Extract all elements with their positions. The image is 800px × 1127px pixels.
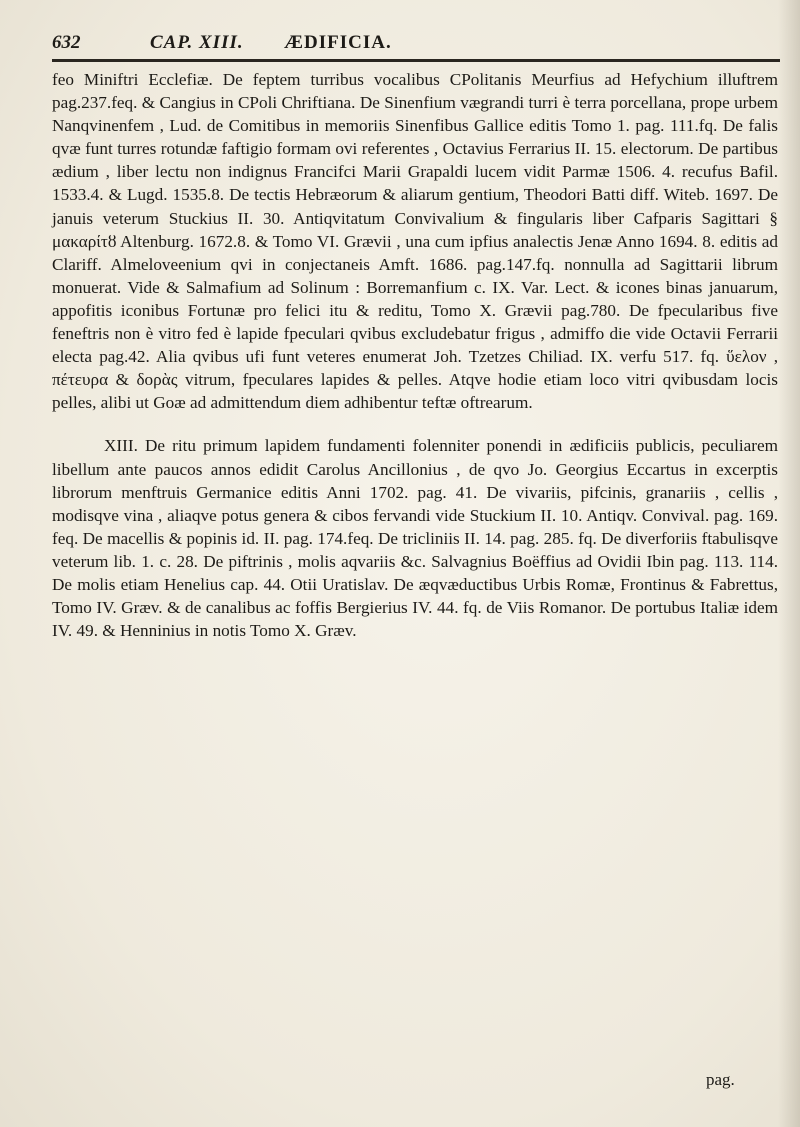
paragraph-2: XIII. De ritu primum lapidem fundamenti folenniter ponendi in ædificiis publicis, peculiarem libellum ante paucos annos edidit Carolus Ancillonius , de qvo Jo. Georgius Eccartus in excerptis librorum menftruis Germanice editis Anni 1702. pag. 41. De vivariis, pifcinis, granariis , cellis , modisqve vina , aliaqve potus genera & cibos fervandi vide Stuckium II. 10. Antiqv. Convival. pag. 169. feq. De macellis & popinis id. II. pag. 174.feq. De tricliniis II. 14. pag. 285. fq. De diverforiis ftabulisqve veterum lib. 1. c. 28. De piftrinis , molis aqvariis &c. Salvagnius Boëffius ad Ovidii Ibin pag. 113. 114. De molis etiam Henelius cap. 44. Otii Uratislav. De æqvæductibus Urbis Romæ, Frontinus & Fabrettus, Tomo IV. Græv. & de canalibus ac foffis Bergierius IV. 44. fq. de Viis Romanor. De portubus Italiæ idem IV. 49. & Henninius in notis Tomo X. Græv.: [52, 436, 778, 641]
header-rule: [52, 59, 780, 62]
paragraph-1: feo Miniftri Ecclefiæ. De feptem turribus vocalibus CPolitanis Meurfius ad Hefychium illuftrem pag.237.feq. & Cangius in CPoli Chriftiana. De Sinenfium vægrandi turri è terra porcellana, prope urbem Nanqvinenfem , Lud. de Comitibus in memoriis Sinenfibus Gallice editis Tomo 1. pag. 111.fq. De falis qvæ funt turres rotundæ faftigio formam ovi referentes , Octavius Ferrarius II. 15. electorum. De partibus ædium , liber lectu non indignus Francifci Marii Grapaldi lucem vidit Parmæ 1506. 4. recufus Bafil. 1533.4. & Lugd. 1535.8. De tectis Hebræorum & aliarum gentium, Theodori Batti diff. Witeb. 1697. De januis veterum Stuckius II. 30. Antiqvitatum Convivalium & fingularis liber Cafparis Sagittari § μακαρίτȣ Altenburg. 1672.8. & Tomo VI. Grævii , una cum ipfius analectis Jenæ Anno 1694. 8. editis ad Clariff. Almeloveenium qvi in conjectaneis Amft. 1686. pag.147.fq. nonnulla ad Sagittarii librum monuerat. Vide & Salmafium ad Solinum : Borremanfium c. IX. Var. Lect. & icones binas januarum, appofitis iconibus Fortunæ pro felici itu & reditu, Tomo X. Grævii pag.780. De fpecularibus five feneftris non è vitro fed è lapide fpeculari qvibus excludebatur frigus , admiffo die vide Octavii Ferrarii electa pag.42. Alia qvibus ufi funt veteres enumerat Joh. Tzetzes Chiliad. IX. verfu 517. fq. ὕελον , πέτευρα & δορὰς vitrum, fpeculares lapides & pelles. Atqve hodie etiam loco vitri qvibusdam locis pelles, alibi ut Goæ ad admittendum diem adhibentur teftæ oftrearum.: [52, 70, 778, 413]
running-title: ÆDIFICIA.: [284, 32, 392, 53]
page-edge-shadow: [778, 0, 800, 1127]
catchword: pag.: [706, 1070, 735, 1089]
page-number: 632: [52, 32, 81, 53]
page-header: [52, 22, 782, 62]
chapter-heading: CAP. XIII.: [150, 32, 244, 53]
body-text: [52, 68, 778, 642]
